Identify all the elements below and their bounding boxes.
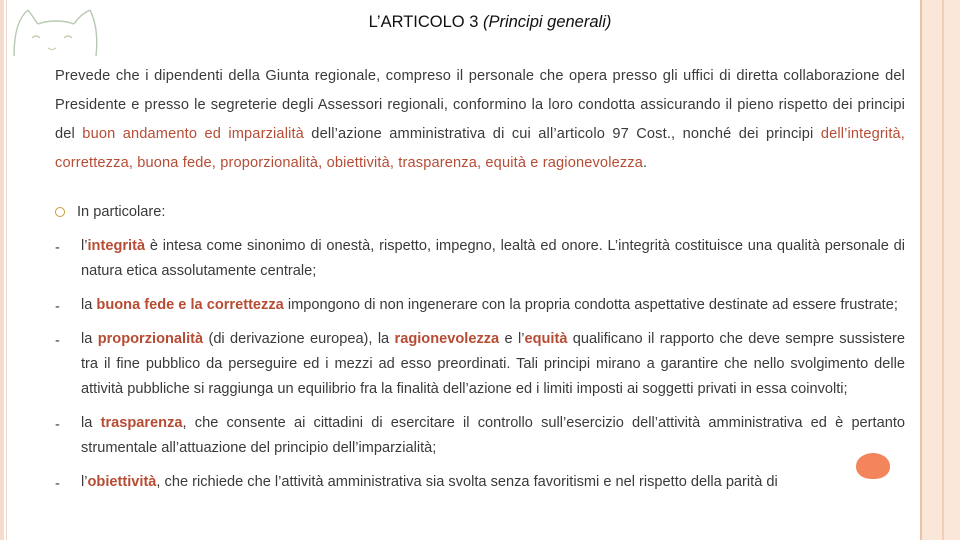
- item-keyword: proporzionalità: [97, 331, 204, 347]
- right-decor-line: [942, 0, 944, 540]
- item-text: la: [81, 331, 98, 347]
- para-highlight-1: buon andamento ed imparzialità: [82, 126, 304, 142]
- item-text: , che richiede che l’attività amministrativa sia svolta senza favoritismi e nel rispetto della parità di: [156, 474, 778, 490]
- para-text-2: dell’azione amministrativa di cui all’articolo 97 Cost., nonché dei principi: [303, 126, 821, 142]
- item-text: impongono di non ingenerare con la propria condotta aspettative destinate ad essere frustrate;: [283, 297, 898, 313]
- list-item: [55, 470, 905, 495]
- item-keyword: ragionevolezza: [394, 331, 500, 347]
- slide-nav-marker[interactable]: [856, 453, 890, 479]
- cat-doodle-icon: [8, 4, 104, 62]
- dash-marker: -: [55, 417, 60, 433]
- slide-title: [270, 13, 710, 32]
- dash-marker: -: [55, 299, 60, 315]
- item-text: , che consente ai cittadini di esercitare il controllo sull’esercizio dell’attività amministrativa ed è pertanto strumentale all’attuazione del principio dell’imparzialità;: [81, 415, 905, 456]
- item-keyword: integrità: [87, 238, 146, 254]
- item-text: (di derivazione europea), la: [203, 331, 395, 347]
- dash-marker: -: [55, 240, 60, 256]
- item-text: la: [81, 297, 97, 313]
- item-keyword: equità: [524, 331, 568, 347]
- list-item: [55, 234, 905, 284]
- list-item: [55, 327, 905, 402]
- item-keyword: obiettività: [87, 474, 157, 490]
- title-main: L’ARTICOLO 3: [368, 13, 483, 31]
- item-text: l’: [81, 238, 88, 254]
- circle-bullet-icon: [55, 207, 65, 217]
- intro-label: In particolare:: [77, 204, 166, 220]
- left-decor-stripe: [0, 0, 4, 540]
- para-highlight-2: dell’integrità, correttezza, buona fede, proporzionalità, obiettività, trasparenza, equità e ragionevolezza: [55, 126, 905, 171]
- item-text: è intesa come sinonimo di onestà, rispetto, impegno, lealtà ed onore. L’integrità costituisce una qualità personale di natura etica assolutamente centrale;: [81, 238, 905, 279]
- intro-bullet: [55, 204, 165, 220]
- item-text: l’: [81, 474, 88, 490]
- intro-paragraph: [55, 62, 905, 178]
- right-decor-stripe: [920, 0, 960, 540]
- list-item: [55, 293, 905, 318]
- principles-list: [55, 234, 905, 504]
- item-text: e l’: [499, 331, 525, 347]
- item-keyword: trasparenza: [100, 415, 183, 431]
- para-text-3: .: [643, 155, 648, 171]
- dash-marker: -: [55, 333, 60, 349]
- list-item: [55, 411, 905, 461]
- title-subtitle: (Principi generali): [482, 13, 612, 31]
- item-keyword: buona fede e la correttezza: [96, 297, 284, 313]
- item-text: qualificano il rapporto che deve sempre sussistere tra il fine pubblico da perseguire ed i mezzi ad esso preordinati. Tali principi mirano a garantire che nello svolgimento delle attività pubbliche si raggiunga un equilibrio fra la finalità dell’azione ed i limiti imposti ai soggetti privati in essa coinvolti;: [81, 331, 905, 397]
- item-text: la: [81, 415, 101, 431]
- dash-marker: -: [55, 476, 60, 492]
- para-text-1: Prevede che i dipendenti della Giunta regionale, compreso il personale che opera presso gli uffici di diretta collaborazione del Presidente e presso le segreterie degli Assessori regionali, conformino la loro condotta assicurando il pieno rispetto dei principi del: [55, 68, 905, 142]
